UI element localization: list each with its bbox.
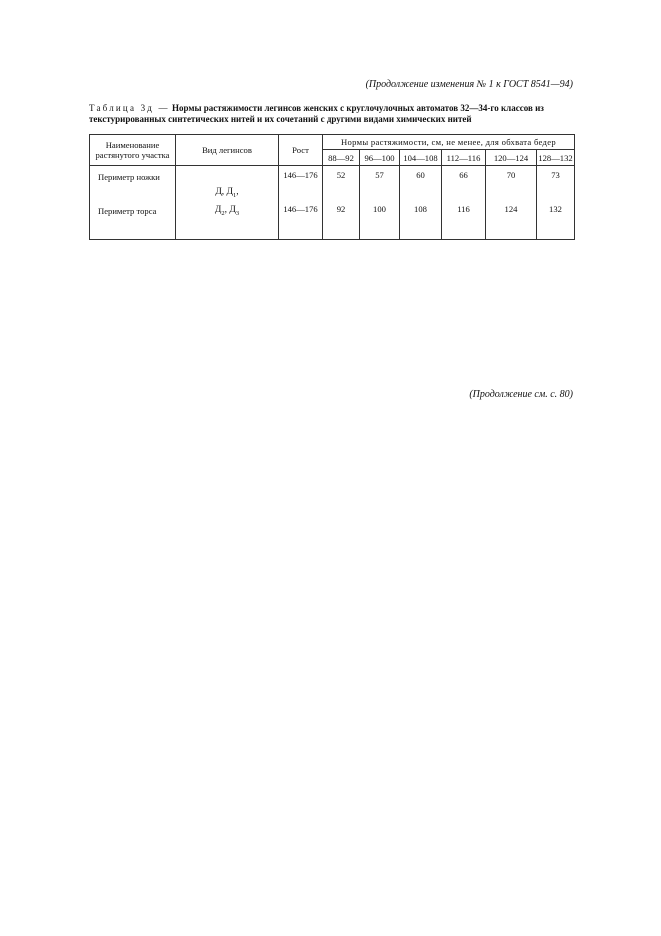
norm-value: 57 bbox=[360, 166, 400, 200]
norm-value: 66 bbox=[442, 166, 486, 200]
norm-value: 70 bbox=[486, 166, 537, 200]
caption-prefix: Таблица 3д — bbox=[89, 103, 170, 113]
norm-value: 73 bbox=[537, 166, 575, 200]
table-row bbox=[90, 200, 575, 240]
range-header: 88—92 bbox=[323, 150, 360, 166]
range-header: 128—132 bbox=[537, 150, 575, 166]
norms-table bbox=[89, 134, 575, 240]
row-height: 146—176 bbox=[279, 200, 323, 240]
table-row bbox=[90, 166, 575, 200]
legging-kind: Д, $Д_1$, $Д_2$, $Д_3$ bbox=[176, 166, 279, 240]
norm-value: 124 bbox=[486, 200, 537, 240]
norm-value: 116 bbox=[442, 200, 486, 240]
header-section: Наименование растянутого участка bbox=[90, 135, 176, 166]
norm-value: 132 bbox=[537, 200, 575, 240]
norm-value: 52 bbox=[323, 166, 360, 200]
header-note: (Продолжение изменения № 1 к ГОСТ 8541—94) bbox=[365, 79, 573, 90]
footer-note: (Продолжение см. с. 80) bbox=[469, 389, 573, 400]
row-section: Периметр торса bbox=[90, 200, 176, 240]
norm-value: 108 bbox=[400, 200, 442, 240]
caption-text: Нормы растяжимости легинсов женских с круглочулочных автоматов 32—34-го классов из текстурированных синтетических нитей и их сочетаний с другими видами химических нитей bbox=[89, 103, 544, 124]
row-section: Периметр ножки bbox=[90, 166, 176, 200]
range-header: 96—100 bbox=[360, 150, 400, 166]
range-header: 112—116 bbox=[442, 150, 486, 166]
range-header: 120—124 bbox=[486, 150, 537, 166]
norm-value: 92 bbox=[323, 200, 360, 240]
table-caption bbox=[89, 103, 575, 125]
range-header: 104—108 bbox=[400, 150, 442, 166]
norm-value: 100 bbox=[360, 200, 400, 240]
norm-value: 60 bbox=[400, 166, 442, 200]
header-norms: Нормы растяжимости, см, не менее, для обхвата бедер bbox=[323, 135, 575, 150]
header-height: Рост bbox=[279, 135, 323, 166]
row-height: 146—176 bbox=[279, 166, 323, 200]
header-kind: Вид легинсов bbox=[176, 135, 279, 166]
